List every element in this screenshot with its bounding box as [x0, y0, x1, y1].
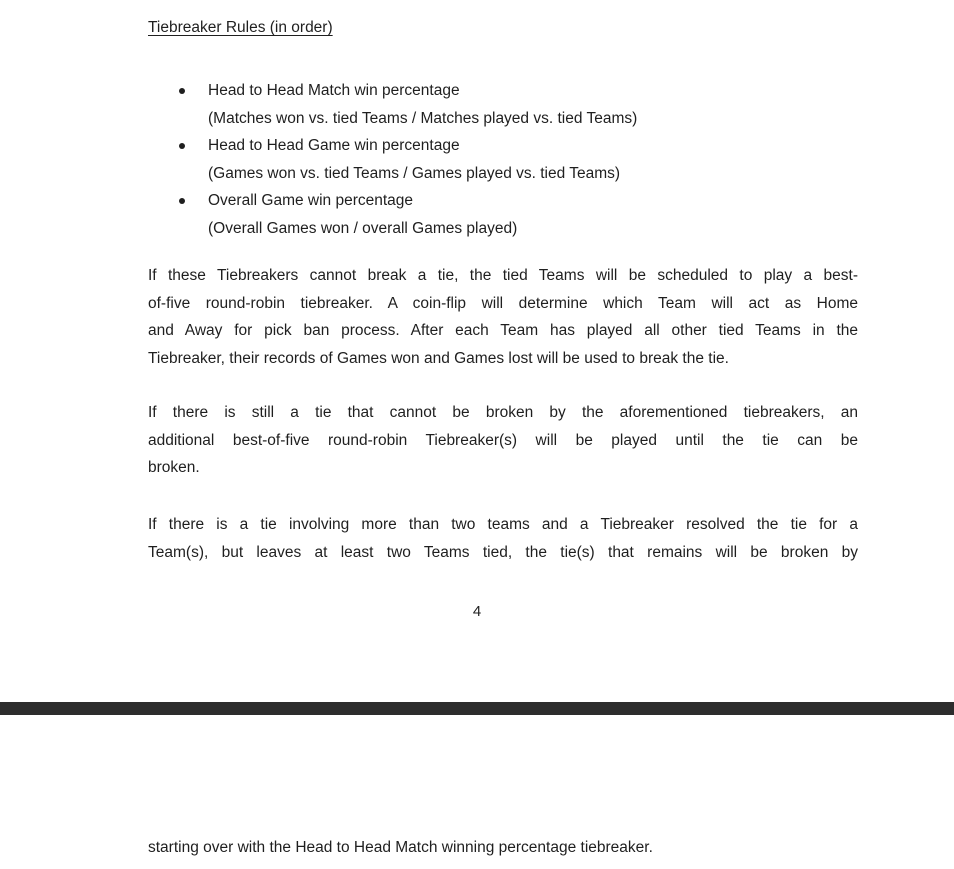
paragraph-line: additional best-of-five round-robin Tiebreaker(s) will be played until the tie can be [148, 431, 858, 449]
paragraph-line: Tiebreaker, their records of Games won and Games lost will be used to break the tie. [148, 349, 729, 367]
paragraph-line: If these Tiebreakers cannot break a tie, the tied Teams will be scheduled to play a best- [148, 267, 858, 284]
pdf-page-5 [0, 715, 954, 869]
paragraph-line: of-five round-robin tiebreaker. A coin-flip will determine which Team will act as Home [148, 294, 858, 312]
paragraph [148, 399, 858, 482]
tiebreaker-rules-list [148, 77, 858, 242]
list-item-detail: (Matches won vs. tied Teams / Matches played vs. tied Teams) [208, 109, 638, 127]
paragraph-line: If there is still a tie that cannot be broken by the aforementioned tiebreakers, an [148, 404, 858, 421]
bullet-icon [179, 198, 185, 204]
list-item-title: Overall Game win percentage [208, 192, 414, 209]
list-item-detail: (Overall Games won / overall Games played) [208, 219, 518, 237]
paragraph [148, 262, 858, 372]
list-item-detail: (Games won vs. tied Teams / Games played vs. tied Teams) [208, 164, 621, 182]
page-break-separator [0, 702, 954, 715]
list-item-title: Head to Head Match win percentage [208, 82, 460, 99]
page-number: 4 [472, 603, 482, 620]
section-heading: Tiebreaker Rules (in order) [148, 19, 333, 36]
paragraph [148, 511, 858, 566]
paragraph-line: Team(s), but leaves at least two Teams tied, the tie(s) that remains will be broken by [148, 543, 858, 561]
list-item [148, 187, 858, 242]
bullet-icon [179, 143, 185, 149]
list-item [148, 132, 858, 187]
list-item [148, 77, 858, 132]
list-item-title: Head to Head Game win percentage [208, 137, 460, 154]
paragraph-line: If there is a tie involving more than two teams and a Tiebreaker resolved the tie for a [148, 516, 858, 533]
bullet-icon [179, 88, 185, 94]
paragraph-line: and Away for pick ban process. After each Team has played all other tied Teams in the [148, 322, 858, 339]
paragraph-line: starting over with the Head to Head Match winning percentage tiebreaker. [148, 839, 653, 856]
paragraph-line: broken. [148, 459, 200, 476]
